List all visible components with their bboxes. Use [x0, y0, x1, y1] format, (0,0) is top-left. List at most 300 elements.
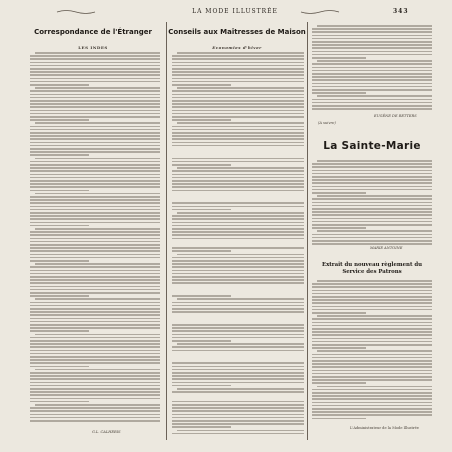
text-line [312, 221, 432, 223]
text-line [30, 55, 160, 57]
text-line [30, 68, 160, 70]
text-line [30, 90, 160, 92]
text-line [172, 65, 304, 67]
text-line [172, 260, 304, 262]
col2-body-text [172, 52, 304, 437]
text-line [172, 375, 304, 377]
text-line [312, 63, 432, 65]
text-line [172, 94, 304, 96]
text-line [30, 295, 89, 297]
text-line [30, 289, 160, 291]
text-line [30, 257, 160, 259]
text-line [172, 270, 304, 272]
right-flourish-icon [300, 9, 340, 15]
text-line [30, 196, 160, 198]
text-line [172, 174, 304, 176]
text-line [312, 205, 432, 207]
text-line [30, 106, 160, 108]
text-line [312, 325, 432, 327]
text-line [172, 68, 304, 70]
text-line [30, 174, 160, 176]
text-line [30, 270, 160, 272]
text-line [172, 362, 304, 364]
text-line [312, 211, 432, 213]
text-line [30, 206, 160, 208]
text-line [30, 71, 160, 73]
col3-mid-text [312, 160, 432, 246]
text-line [30, 132, 160, 134]
text-line [30, 154, 89, 156]
text-line [30, 391, 160, 393]
text-line [30, 81, 160, 83]
text-line [172, 97, 304, 99]
text-line [172, 305, 304, 307]
text-line [35, 404, 160, 406]
text-line [317, 230, 432, 232]
text-line [172, 257, 304, 259]
text-line [30, 244, 160, 246]
text-line [30, 382, 160, 384]
text-line [312, 398, 432, 400]
text-line [30, 356, 160, 358]
text-line [30, 113, 160, 115]
text-line [312, 328, 432, 330]
text-line [30, 202, 160, 204]
text-line [172, 225, 304, 227]
text-line [30, 164, 160, 166]
text-line [30, 279, 160, 281]
col3-bottom-text [312, 280, 432, 420]
text-line [35, 369, 160, 371]
col2-subtitle: Economies d'hiver [212, 45, 262, 50]
text-line [317, 195, 432, 197]
text-line [172, 414, 304, 416]
text-line [172, 273, 304, 275]
text-line [312, 331, 432, 333]
text-line [312, 198, 432, 200]
text-line [30, 346, 160, 348]
text-line [30, 254, 160, 256]
text-line [172, 250, 231, 252]
text-line [30, 231, 160, 233]
text-line [312, 360, 432, 362]
text-line [30, 100, 160, 102]
text-line [172, 177, 304, 179]
col1-signature: G.L. CALHERIS [92, 430, 121, 434]
text-line [177, 52, 304, 54]
text-line [177, 430, 304, 432]
text-line [312, 299, 432, 301]
col1-title: Correspondance de l'Étranger [34, 28, 152, 36]
text-line [172, 113, 304, 115]
text-line [172, 401, 304, 403]
text-line [317, 350, 432, 352]
text-line [30, 385, 160, 387]
text-line [172, 116, 304, 118]
text-line [312, 414, 432, 416]
text-line [30, 190, 89, 192]
text-line [172, 222, 304, 224]
text-line [30, 186, 160, 188]
text-line [30, 378, 160, 380]
col1-subtitle: LES INDES [78, 45, 108, 50]
text-line [312, 366, 432, 368]
text-line [312, 67, 432, 69]
text-line [172, 391, 304, 393]
text-line [312, 402, 432, 404]
text-line [172, 324, 304, 326]
text-line [177, 343, 304, 345]
text-line [312, 99, 432, 101]
text-line [312, 290, 432, 292]
text-line [312, 373, 432, 375]
text-line [30, 241, 160, 243]
column-divider-1 [166, 22, 167, 440]
text-line [172, 346, 304, 348]
text-line [172, 378, 304, 380]
text-line [312, 57, 366, 59]
text-line [317, 60, 432, 62]
text-line [177, 122, 304, 124]
text-line [312, 86, 432, 88]
text-line [312, 408, 432, 410]
text-line [172, 247, 304, 249]
text-line [312, 192, 366, 194]
sainte-marie-title: La Sainte-Marie [323, 140, 421, 152]
text-line [172, 372, 304, 374]
text-line [312, 176, 432, 178]
text-line [30, 177, 160, 179]
text-line [312, 163, 432, 165]
text-line [172, 231, 304, 233]
text-line [30, 225, 89, 227]
text-line [312, 234, 432, 236]
text-line [35, 52, 160, 54]
text-line [172, 209, 231, 211]
text-line [172, 90, 304, 92]
text-line [312, 89, 432, 91]
text-line [172, 228, 304, 230]
text-line [172, 404, 304, 406]
text-line [172, 129, 304, 131]
text-line [30, 167, 160, 169]
text-line [312, 54, 432, 56]
text-line [30, 180, 160, 182]
extract-title: Extrait du nouveau règlement du Service des Patrons [321, 262, 423, 275]
text-line [30, 250, 160, 252]
text-line [172, 433, 304, 435]
text-line [30, 414, 160, 416]
text-line [172, 110, 304, 112]
text-line [312, 376, 432, 378]
text-line [30, 302, 160, 304]
text-line [172, 423, 304, 425]
text-line [172, 142, 304, 144]
text-line [172, 158, 304, 160]
text-line [312, 363, 432, 365]
text-line [312, 173, 432, 175]
text-line [30, 266, 160, 268]
text-line [172, 215, 304, 217]
text-line [312, 170, 432, 172]
text-line [312, 341, 432, 343]
text-line [30, 350, 160, 352]
text-line [30, 327, 160, 329]
text-line [30, 394, 160, 396]
text-line [177, 388, 304, 390]
col1-body-text [30, 52, 160, 424]
text-line [30, 161, 160, 163]
text-line [177, 167, 304, 169]
text-line [30, 343, 160, 345]
text-line [172, 340, 231, 342]
text-line [172, 417, 304, 419]
text-line [30, 148, 160, 150]
text-line [177, 254, 304, 256]
text-line [312, 73, 432, 75]
text-line [30, 135, 160, 137]
text-line [172, 100, 304, 102]
text-line [30, 305, 160, 307]
text-line [30, 388, 160, 390]
text-line [312, 237, 432, 239]
text-line [30, 62, 160, 64]
text-line [30, 151, 160, 153]
text-line [172, 426, 231, 428]
text-line [312, 108, 432, 110]
text-line [312, 405, 432, 407]
text-line [172, 78, 304, 80]
text-line [312, 102, 432, 104]
text-line [172, 334, 304, 336]
text-line [312, 227, 366, 229]
text-line [30, 353, 160, 355]
text-line [177, 298, 304, 300]
text-line [172, 385, 231, 387]
text-line [30, 170, 160, 172]
text-line [172, 164, 231, 166]
text-line [312, 44, 432, 46]
text-line [30, 398, 160, 400]
text-line [312, 208, 432, 210]
text-line [172, 311, 304, 313]
text-line [172, 276, 304, 278]
text-line [30, 74, 160, 76]
text-line [30, 103, 160, 105]
text-line [35, 263, 160, 265]
text-line [172, 238, 304, 240]
text-line [317, 280, 432, 282]
text-line [312, 395, 432, 397]
text-line [312, 92, 366, 94]
text-line [30, 410, 160, 412]
text-line [312, 47, 432, 49]
text-line [30, 276, 160, 278]
col3-top-signature: EUGÈNE DE RETTERS [374, 114, 417, 118]
text-line [172, 366, 304, 368]
text-line [30, 407, 160, 409]
text-line [172, 218, 304, 220]
text-line [30, 94, 160, 96]
text-line [30, 340, 160, 342]
text-line [172, 145, 304, 147]
text-line [317, 25, 432, 27]
text-line [312, 334, 432, 336]
text-line [172, 62, 304, 64]
text-line [177, 212, 304, 214]
text-line [172, 407, 304, 409]
text-line [30, 324, 160, 326]
text-line [30, 314, 160, 316]
text-line [172, 106, 304, 108]
text-line [30, 337, 160, 339]
text-line [30, 215, 160, 217]
text-line [30, 116, 160, 118]
text-line [312, 382, 366, 384]
text-line [172, 302, 304, 304]
column-divider-2 [307, 22, 308, 440]
text-line [30, 318, 160, 320]
text-line [35, 298, 160, 300]
text-line [172, 382, 304, 384]
text-line [312, 179, 432, 181]
text-line [172, 266, 304, 268]
text-line [30, 273, 160, 275]
text-line [312, 28, 432, 30]
running-head [0, 8, 452, 18]
text-line [172, 132, 304, 134]
text-line [312, 224, 432, 226]
text-line [30, 330, 89, 332]
text-line [312, 344, 432, 346]
text-line [312, 389, 432, 391]
text-line [312, 70, 432, 72]
text-line [172, 327, 304, 329]
left-flourish-icon [56, 9, 96, 15]
text-line [312, 35, 432, 37]
text-line [30, 417, 160, 419]
text-line [177, 87, 304, 89]
text-line [312, 182, 432, 184]
text-line [30, 260, 89, 262]
text-line [35, 158, 160, 160]
running-title: LA MODE ILLUSTRÉE [192, 8, 278, 15]
text-line [312, 283, 432, 285]
text-line [30, 366, 89, 368]
text-line [172, 202, 304, 204]
text-line [30, 234, 160, 236]
text-line [312, 286, 432, 288]
text-line [30, 65, 160, 67]
text-line [172, 420, 304, 422]
text-line [172, 308, 304, 310]
text-line [172, 190, 304, 192]
text-line [312, 202, 432, 204]
text-line [312, 347, 366, 349]
text-line [172, 186, 304, 188]
text-line [172, 295, 231, 297]
text-line [172, 135, 304, 137]
col3-top-text [312, 25, 432, 113]
text-line [172, 180, 304, 182]
text-line [30, 58, 160, 60]
text-line [35, 334, 160, 336]
text-line [30, 308, 160, 310]
text-line [172, 350, 304, 352]
text-line [172, 161, 304, 163]
text-line [35, 193, 160, 195]
text-line [172, 330, 304, 332]
text-line [30, 97, 160, 99]
text-line [30, 84, 89, 86]
text-line [172, 84, 231, 86]
text-line [172, 263, 304, 265]
text-line [312, 31, 432, 33]
col3-mid-signature: MARIE ANTOINE [370, 246, 403, 250]
text-line [312, 189, 432, 191]
text-line [35, 122, 160, 124]
text-line [312, 322, 432, 324]
text-line [172, 58, 304, 60]
text-line [30, 222, 160, 224]
text-line [312, 354, 432, 356]
text-line [172, 74, 304, 76]
text-line [30, 78, 160, 80]
text-line [312, 51, 432, 53]
text-line [317, 95, 432, 97]
col3-a-suivre: (A suivre) [318, 121, 336, 125]
text-line [312, 392, 432, 394]
text-line [30, 145, 160, 147]
text-line [312, 79, 432, 81]
col2-title: Conseils aux Maîtresses de Maison [168, 28, 306, 36]
text-line [312, 186, 432, 188]
text-line [30, 311, 160, 313]
text-line [172, 337, 304, 339]
text-line [172, 119, 231, 121]
text-line [30, 218, 160, 220]
text-line [312, 370, 432, 372]
text-line [172, 282, 304, 284]
text-line [312, 76, 432, 78]
text-line [172, 81, 304, 83]
text-line [312, 293, 432, 295]
text-line [312, 338, 432, 340]
text-line [312, 312, 366, 314]
text-line [172, 206, 304, 208]
text-line [312, 418, 366, 420]
text-line [317, 160, 432, 162]
text-line [30, 142, 160, 144]
text-line [30, 292, 160, 294]
text-line [30, 129, 160, 131]
text-line [30, 183, 160, 185]
text-line [30, 372, 160, 374]
text-line [312, 296, 432, 298]
text-line [312, 243, 432, 245]
text-line [312, 214, 432, 216]
text-line [172, 183, 304, 185]
text-line [30, 199, 160, 201]
text-line [30, 375, 160, 377]
text-line [30, 321, 160, 323]
text-line [317, 315, 432, 317]
text-line [30, 110, 160, 112]
text-line [312, 38, 432, 40]
text-line [312, 41, 432, 43]
text-line [312, 83, 432, 85]
text-line [312, 411, 432, 413]
